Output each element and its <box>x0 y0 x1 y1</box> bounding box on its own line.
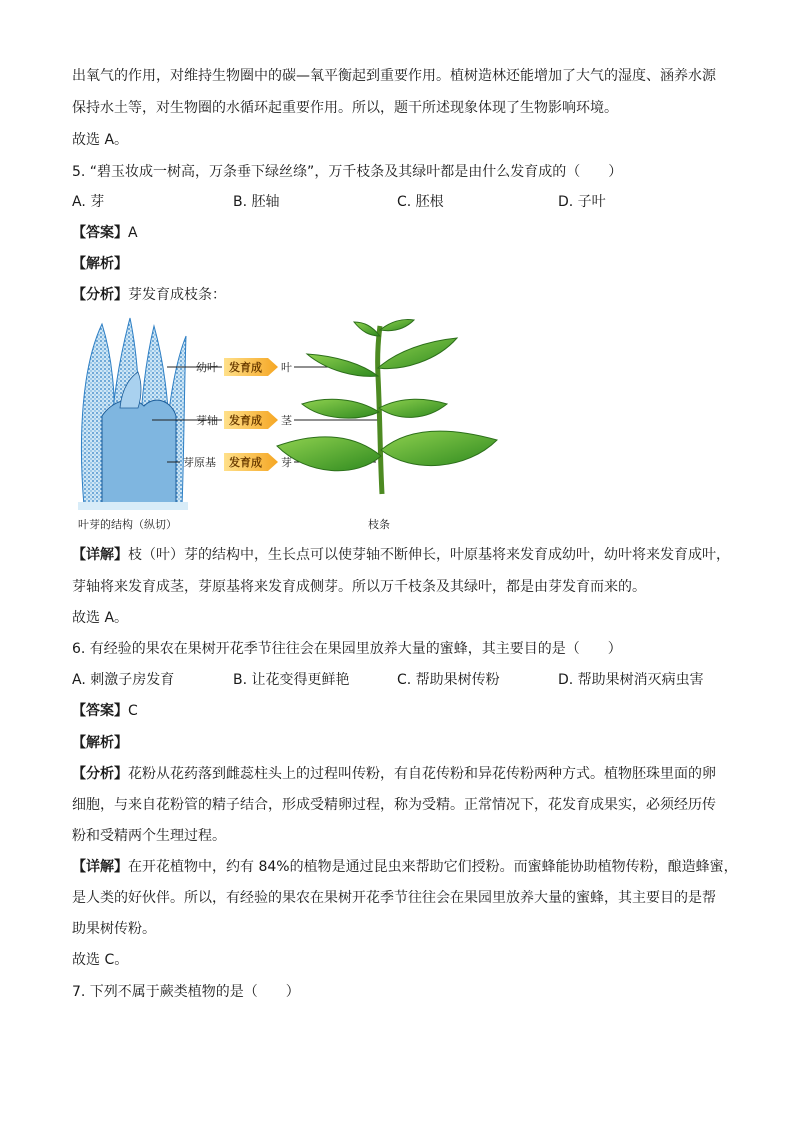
develop-arrow-1 <box>224 358 278 376</box>
q5-xiangjie-line2: 芽轴将来发育成茎，芽原基将来发育成侧芽。所以万千枝条及其绿叶，都是由芽发育而来的。 <box>72 579 646 595</box>
q6-analysis-tag: 【解析】 <box>72 735 128 751</box>
q5-option-a: A. 芽 <box>72 194 105 210</box>
caption-branch: 枝条 <box>368 518 390 531</box>
bud-structure-figure <box>72 316 502 534</box>
xiangjie-tag: 【详解】 <box>72 859 128 875</box>
q6-fenxi-line1: 【分析】花粉从花药落到雌蕊柱头上的过程叫传粉，有自花传粉和异花传粉两种方式。植物胚珠里面的卵 <box>72 766 716 782</box>
q5-xiangjie-line1: 【详解】枝（叶）芽的结构中，生长点可以使芽轴不断伸长，叶原基将来发育成幼叶，幼叶将来发育成叶， <box>72 547 730 563</box>
result-stem: 茎 <box>281 414 292 427</box>
label-bud-axis: 芽轴 <box>196 414 218 427</box>
question-6-stem: 6. 有经验的果农在果树开花季节往往会在果园里放养大量的蜜蜂，其主要目的是（ ） <box>72 641 622 657</box>
answer-value: C <box>128 703 138 719</box>
fenxi-text: 芽发育成枝条： <box>128 287 226 303</box>
q5-answer <box>72 223 138 243</box>
q6-conclusion: 故选 C。 <box>72 952 129 968</box>
q6-xiangjie-line1: 【详解】在开花植物中，约有 84%的植物是通过昆虫来帮助它们授粉。而蜜蜂能协助植物传粉，酿造蜂蜜， <box>72 859 738 875</box>
caption-leaf-bud: 叶芽的结构（纵切） <box>78 518 177 531</box>
q5-option-b: B. 胚轴 <box>233 194 280 210</box>
q6-option-b: B. 让花变得更鲜艳 <box>233 672 350 688</box>
q5-conclusion: 故选 A。 <box>72 610 129 626</box>
answer-tag: 【答案】 <box>72 225 128 241</box>
develop-arrow-2 <box>224 411 278 429</box>
answer-value: A <box>128 225 138 241</box>
q5-option-d: D. 子叶 <box>558 194 606 210</box>
label-young-leaf: 幼叶 <box>196 361 218 374</box>
result-bud: 芽 <box>281 456 292 469</box>
q6-xiangjie-line3: 助果树传粉。 <box>72 921 156 937</box>
label-bud-primordium: 芽原基 <box>183 456 216 469</box>
result-leaf: 叶 <box>281 361 292 374</box>
q5-analysis-tag: 【解析】 <box>72 256 128 272</box>
paragraph-line: 保持水土等，对生物圈的水循环起重要作用。所以，题干所述现象体现了生物影响环境。 <box>72 100 618 116</box>
fenxi-tag: 【分析】 <box>72 287 128 303</box>
q6-option-c: C. 帮助果树传粉 <box>397 672 500 688</box>
q6-xiangjie-line2: 是人类的好伙伴。所以，有经验的果农在果树开花季节往往会在果园里放养大量的蜜蜂，其主要目的是帮 <box>72 890 716 906</box>
question-5-stem: 5. “碧玉妆成一树高，万条垂下绿丝绦”，万千枝条及其绿叶都是由什么发育成的（ ） <box>72 164 623 180</box>
svg-text:发育成: 发育成 <box>229 414 262 427</box>
paragraph-line: 出氧气的作用，对维持生物圈中的碳—氧平衡起到重要作用。植树造林还能增加了大气的湿度、涵养水源 <box>72 68 716 84</box>
branch-illustration <box>277 319 497 494</box>
fenxi-tag: 【分析】 <box>72 766 128 782</box>
q6-fenxi-line3: 粉和受精两个生理过程。 <box>72 828 226 844</box>
q6-fenxi-line2: 细胞，与来自花粉管的精子结合，形成受精卵过程，称为受精。正常情况下，花发育成果实，必须经历传 <box>72 797 716 813</box>
svg-text:发育成: 发育成 <box>229 361 262 374</box>
question-7-stem: 7. 下列不属于蕨类植物的是（ ） <box>72 984 300 1000</box>
q6-option-a: A. 刺激子房发育 <box>72 672 175 688</box>
svg-text:发育成: 发育成 <box>229 456 262 469</box>
conclusion-text: 故选 A。 <box>72 132 129 148</box>
xiangjie-tag: 【详解】 <box>72 547 128 563</box>
q5-fenxi <box>72 285 226 305</box>
leaf-bud-illustration <box>78 318 188 510</box>
develop-arrow-3 <box>224 453 278 471</box>
q6-answer <box>72 701 138 721</box>
q6-option-d: D. 帮助果树消灭病虫害 <box>558 672 704 688</box>
q5-option-c: C. 胚根 <box>397 194 444 210</box>
answer-tag: 【答案】 <box>72 703 128 719</box>
